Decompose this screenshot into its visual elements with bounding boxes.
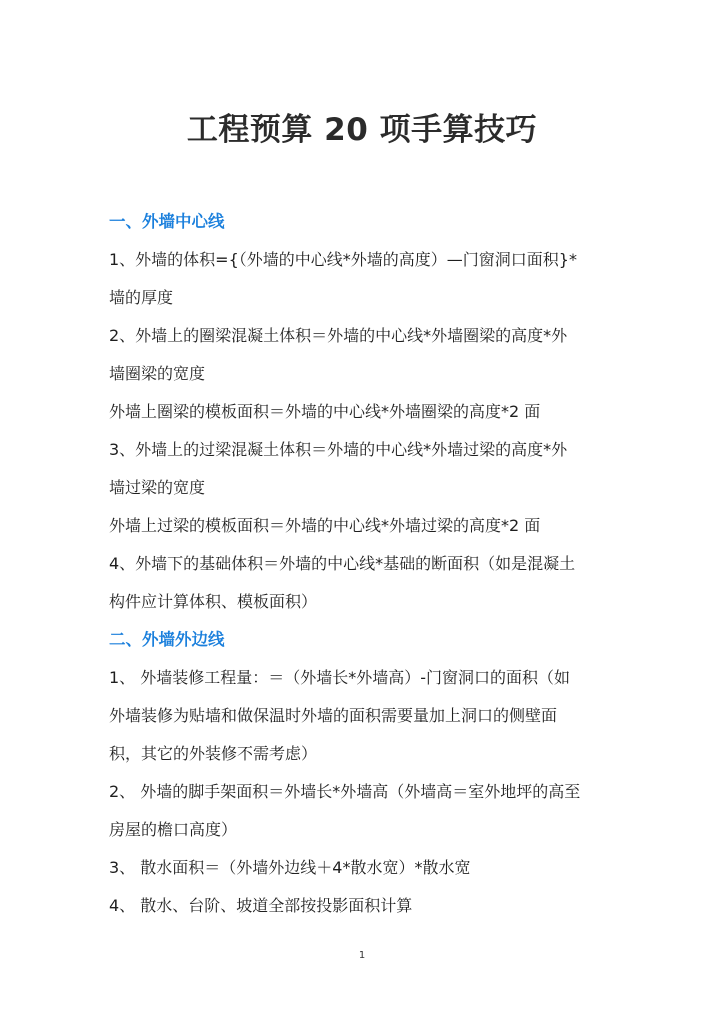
paragraph-line: 积，其它的外装修不需考虑） — [109, 744, 318, 763]
paragraph-line: 4、外墙下的基础体积＝外墙的中心线*基础的断面积（如是混凝土 — [109, 554, 576, 573]
paragraph-line: 3、 散水面积＝（外墙外边线＋4*散水宽）*散水宽 — [109, 858, 471, 877]
paragraph-line: 外墙装修为贴墙和做保温时外墙的面积需要量加上洞口的侧壁面 — [109, 706, 558, 725]
section-heading: 二、外墙外边线 — [109, 630, 225, 649]
paragraph-line: 3、外墙上的过梁混凝土体积＝外墙的中心线*外墙过梁的高度*外 — [109, 440, 568, 459]
paragraph-line: 房屋的檐口高度） — [109, 820, 238, 839]
paragraph-line: 2、外墙上的圈梁混凝土体积＝外墙的中心线*外墙圈梁的高度*外 — [109, 326, 568, 345]
paragraph-line: 2、 外墙的脚手架面积＝外墙长*外墙高（外墙高＝室外地坪的高至 — [109, 782, 581, 801]
paragraph-line: 4、 散水、台阶、坡道全部按投影面积计算 — [109, 896, 413, 915]
paragraph-line: 1、外墙的体积={（外墙的中心线*外墙的高度）—门窗洞口面积}* — [109, 250, 577, 269]
paragraph-line: 墙的厚度 — [109, 288, 174, 307]
paragraph-line: 外墙上过梁的模板面积＝外墙的中心线*外墙过梁的高度*2 面 — [109, 516, 541, 535]
section-heading: 一、外墙中心线 — [109, 212, 225, 231]
document-title: 工程预算 20 项手算技巧 — [186, 112, 538, 148]
paragraph-line: 墙圈梁的宽度 — [109, 364, 206, 383]
paragraph-line: 墙过梁的宽度 — [109, 478, 206, 497]
paragraph-line: 构件应计算体积、模板面积） — [109, 592, 318, 611]
paragraph-line: 1、 外墙装修工程量：＝（外墙长*外墙高）-门窗洞口的面积（如 — [109, 668, 571, 687]
document-body — [109, 203, 621, 925]
paragraph-line: 外墙上圈梁的模板面积＝外墙的中心线*外墙圈梁的高度*2 面 — [109, 402, 541, 421]
page-number: 1 — [358, 950, 366, 961]
